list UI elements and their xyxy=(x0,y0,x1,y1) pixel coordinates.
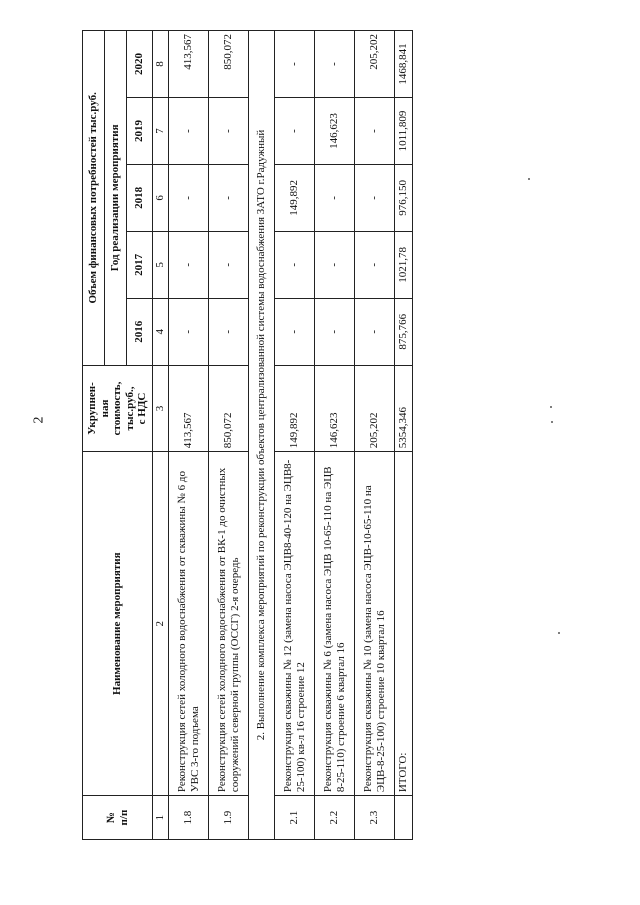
col-number: 3 xyxy=(153,365,169,452)
row-2019: - xyxy=(275,98,315,165)
header-financing: Объем финансовых потребностей тыс.руб. xyxy=(83,31,105,366)
row-2018: - xyxy=(209,164,249,231)
row-cost: 850,072 xyxy=(209,365,249,452)
table-row xyxy=(169,31,209,840)
total-label: ИТОГО: xyxy=(395,452,413,796)
row-num: 2.2 xyxy=(315,796,355,840)
row-name: Реконструкция скважины № 6 (замена насоса ЭЦВ 10-65-110 на ЭЦВ 8-25-110) строение 6 квартал 16 xyxy=(315,452,355,796)
row-cost: 205,202 xyxy=(355,365,395,452)
total-2020: 1468,841 xyxy=(395,31,413,98)
col-number: 6 xyxy=(153,164,169,231)
table-row xyxy=(275,31,315,840)
row-name: Реконструкция скважины № 12 (замена насоса ЭЦВ8-40-120 на ЭЦВ8-25-100) кв-л 16 строение 12 xyxy=(275,452,315,796)
header-num: № п/п xyxy=(83,796,153,840)
row-2018: - xyxy=(169,164,209,231)
col-number: 7 xyxy=(153,98,169,165)
table-row xyxy=(355,31,395,840)
row-2019: - xyxy=(355,98,395,165)
scan-speck xyxy=(528,178,530,180)
col-number: 2 xyxy=(153,452,169,796)
total-2018: 976,150 xyxy=(395,164,413,231)
header-year: 2018 xyxy=(127,164,153,231)
col-number: 8 xyxy=(153,31,169,98)
header-year: 2020 xyxy=(127,31,153,98)
scan-speck xyxy=(551,421,553,423)
row-2017: - xyxy=(315,231,355,298)
col-number: 5 xyxy=(153,231,169,298)
financing-table xyxy=(82,30,413,840)
row-name: Реконструкция сетей холодного водоснабжения от скважины № 6 до УВС 3-го подъема xyxy=(169,452,209,796)
total-cost: 5354,346 xyxy=(395,365,413,452)
total-row xyxy=(395,31,413,840)
rotated-table-container xyxy=(82,30,410,840)
col-number: 1 xyxy=(153,796,169,840)
row-num: 1.8 xyxy=(169,796,209,840)
total-2019: 1011,809 xyxy=(395,98,413,165)
row-name: Реконструкция сетей холодного водоснабжения от ВК-1 до очистных сооружений северной группы (ОССГ) 2-я очередь xyxy=(209,452,249,796)
row-2019: - xyxy=(169,98,209,165)
row-2020: - xyxy=(315,31,355,98)
total-2017: 1021,78 xyxy=(395,231,413,298)
row-2016: - xyxy=(275,298,315,365)
column-number-row xyxy=(153,31,169,840)
row-num: 2.3 xyxy=(355,796,395,840)
row-2017: - xyxy=(275,231,315,298)
row-2016: - xyxy=(209,298,249,365)
scan-speck xyxy=(558,632,560,634)
row-2016: - xyxy=(315,298,355,365)
row-2018: - xyxy=(355,164,395,231)
row-2019: 146,623 xyxy=(315,98,355,165)
row-cost: 149,892 xyxy=(275,365,315,452)
section-title: 2. Выполнение комплекса мероприятий по реконструкции объектов централизованной системы водоснабжения ЗАТО г.Радужный xyxy=(249,31,275,840)
row-num: 2.1 xyxy=(275,796,315,840)
header-year-group: Год реализации мероприятия xyxy=(105,31,127,366)
total-num xyxy=(395,796,413,840)
header-cost: Укрупнен- ная стоимость, тыс.руб., с НДС xyxy=(83,365,153,452)
row-2017: - xyxy=(209,231,249,298)
total-2016: 875,766 xyxy=(395,298,413,365)
row-2020: 205,202 xyxy=(355,31,395,98)
table-row xyxy=(315,31,355,840)
row-2020: 413,567 xyxy=(169,31,209,98)
col-number: 4 xyxy=(153,298,169,365)
row-2019: - xyxy=(209,98,249,165)
row-2016: - xyxy=(355,298,395,365)
row-2017: - xyxy=(169,231,209,298)
header-name: Наименование мероприятия xyxy=(83,452,153,796)
page-number: 2 xyxy=(31,416,47,424)
header-year: 2017 xyxy=(127,231,153,298)
row-2018: 149,892 xyxy=(275,164,315,231)
header-year: 2019 xyxy=(127,98,153,165)
row-2018: - xyxy=(315,164,355,231)
row-2016: - xyxy=(169,298,209,365)
row-2020: 850,072 xyxy=(209,31,249,98)
table-row xyxy=(209,31,249,840)
row-name: Реконструкция скважины № 10 (замена насоса ЭЦВ-10-65-110 на ЭЦВ-8-25-100) строение 10 квартал 16 xyxy=(355,452,395,796)
row-cost: 146,623 xyxy=(315,365,355,452)
header-year: 2016 xyxy=(127,298,153,365)
row-num: 1.9 xyxy=(209,796,249,840)
scan-speck xyxy=(550,406,552,408)
row-2017: - xyxy=(355,231,395,298)
row-cost: 413,567 xyxy=(169,365,209,452)
section-row xyxy=(249,31,275,840)
row-2020: - xyxy=(275,31,315,98)
